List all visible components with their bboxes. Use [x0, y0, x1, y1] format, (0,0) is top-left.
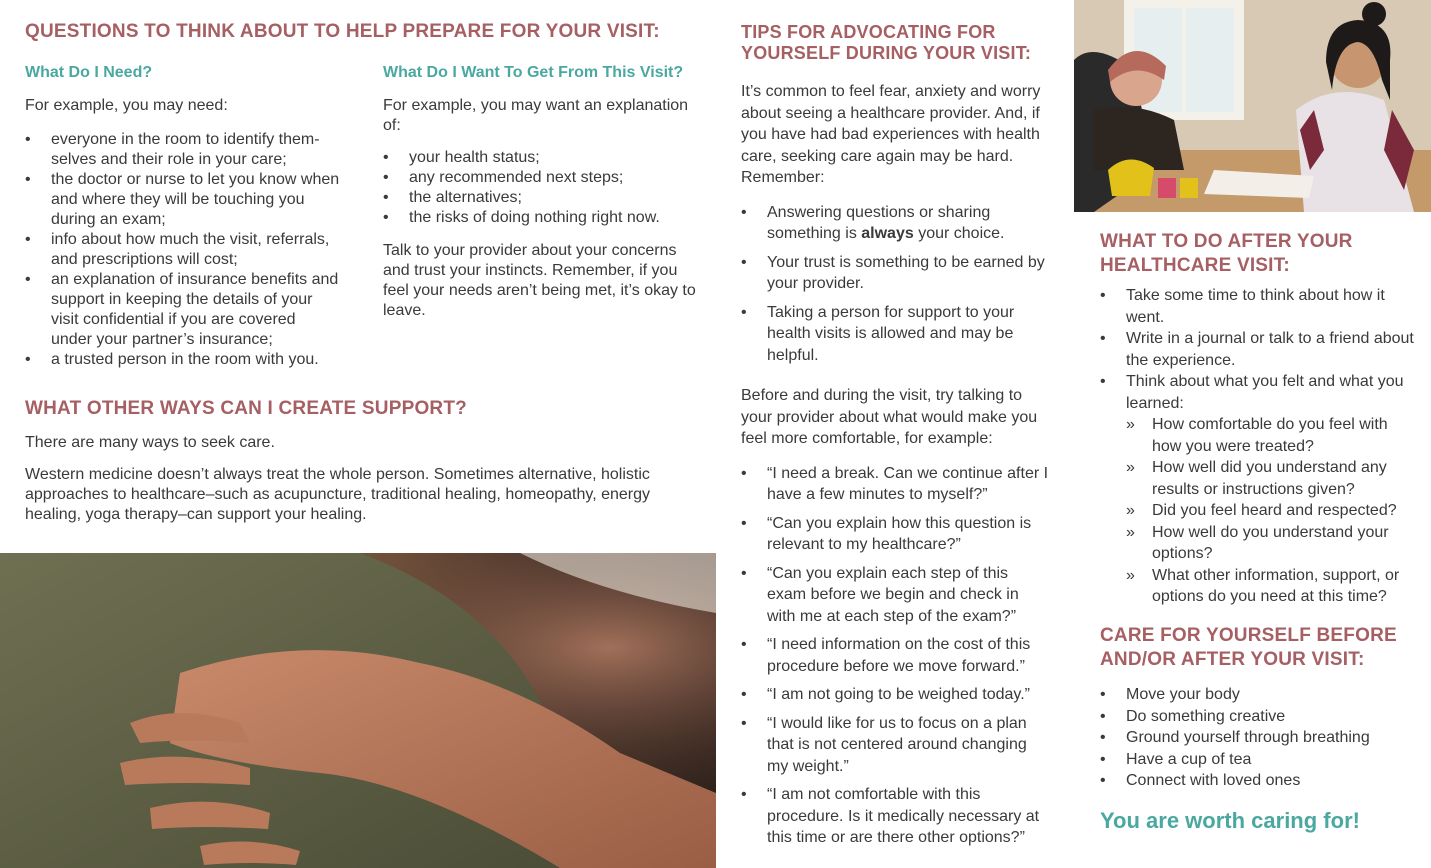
- want-intro: For example, you may want an explanation of:: [383, 97, 689, 134]
- remember-item-1-end: your choice.: [913, 225, 1005, 242]
- after-visit-list: [1100, 285, 1415, 414]
- before-visit-text: Before and during the visit, try talking to your provider about what would make you feel more comfortable, for example:: [741, 387, 1038, 447]
- list-item: • Move your body: [1100, 684, 1415, 706]
- list-item: » How well did you understand any results or instructions given?: [1126, 457, 1415, 500]
- conversation-photo: [1074, 0, 1431, 212]
- list-item: • “I am not comfortable with this procedure. Is it medically necessary at this time or are there other options?”: [741, 784, 1051, 849]
- list-item: • Take some time to think about how it went.: [1100, 285, 1415, 328]
- list-item: • “I need information on the cost of this procedure before we move forward.”: [741, 634, 1051, 677]
- list-item: » How well do you understand your options?: [1126, 522, 1415, 565]
- list-item: • the alternatives;: [383, 188, 698, 208]
- advocating-section: [741, 22, 1051, 856]
- prepare-heading: QUESTIONS TO THINK ABOUT TO HELP PREPARE FOR YOUR VISIT:: [25, 21, 660, 42]
- advocating-intro: It’s common to feel fear, anxiety and worry about seeing a healthcare provider. And, if you have had bad experiences with health care, seeking care again may be hard. Remember:: [741, 83, 1041, 186]
- list-item: • “Can you explain how this question is relevant to my healthcare?”: [741, 513, 1051, 556]
- list-item: • “I need a break. Can we continue after I have a few minutes to myself?”: [741, 463, 1051, 506]
- self-care-section: [1100, 624, 1415, 834]
- need-list: [25, 130, 340, 370]
- list-item: • any recommended next steps;: [383, 168, 698, 188]
- list-item: • the risks of doing nothing right now.: [383, 208, 698, 228]
- list-item: • Write in a journal or talk to a friend about the experience.: [1100, 328, 1415, 371]
- need-title: What Do I Need?: [25, 64, 153, 81]
- remember-list: [741, 202, 1051, 367]
- want-section: [383, 63, 698, 321]
- list-item: » What other information, support, or options do you need at this time?: [1126, 565, 1415, 608]
- list-item: • Your trust is something to be earned by your provider.: [741, 252, 1051, 295]
- support-heading: WHAT OTHER WAYS CAN I CREATE SUPPORT?: [25, 398, 467, 419]
- list-item: » Did you feel heard and respected?: [1126, 500, 1415, 522]
- need-intro: For example, you may need:: [25, 97, 228, 114]
- reflection-list: [1100, 414, 1415, 608]
- list-item: • “I would like for us to focus on a plan that is not centered around changing my weight.”: [741, 713, 1051, 778]
- list-item: » How comfortable do you feel with how you were treated?: [1126, 414, 1415, 457]
- remember-item-1-bold: always: [861, 225, 914, 242]
- want-closing: Talk to your provider about your concerns and trust your instincts. Remember, if you feel your needs aren’t being met, it’s okay to leave.: [383, 242, 696, 319]
- want-list: [383, 148, 698, 228]
- list-item: • “I am not going to be weighed today.”: [741, 684, 1051, 706]
- after-visit-section: [1100, 230, 1415, 608]
- self-care-list: [1100, 684, 1415, 792]
- self-care-heading: CARE FOR YOURSELF BEFORE AND/OR AFTER YOUR VISIT:: [1100, 625, 1397, 670]
- list-item: • everyone in the room to identify them-selves and their role in your care;: [25, 130, 340, 170]
- hand-on-shoulder-photo: [0, 553, 716, 868]
- remember-item-1-text: Answering questions or sharing something is: [767, 203, 991, 242]
- list-item: • info about how much the visit, referrals, and prescriptions will cost;: [25, 230, 340, 270]
- list-item: [741, 202, 1051, 245]
- list-item: • Taking a person for support to your health visits is allowed and may be helpful.: [741, 302, 1051, 367]
- advocating-heading: TIPS FOR ADVOCATING FOR YOURSELF DURING YOUR VISIT:: [741, 22, 1032, 63]
- list-item: • your health status;: [383, 148, 698, 168]
- photo-illustration: [1074, 0, 1431, 212]
- photo-illustration: [0, 553, 716, 868]
- support-p1: There are many ways to seek care.: [25, 434, 275, 451]
- list-item: • an explanation of insurance benefits and support in keeping the details of your visit confidential if you are covered under your partner’s insurance;: [25, 270, 340, 350]
- need-section: [25, 63, 340, 370]
- support-p2: Western medicine doesn’t always treat the whole person. Sometimes alternative, holistic approaches to healthcare–such as acupuncture, traditional healing, homeopathy, energy healing, yoga therapy–can support your healing.: [25, 466, 651, 523]
- list-item: • Connect with loved ones: [1100, 770, 1415, 792]
- list-item: • “Can you explain each step of this exam before we begin and check in with me at each step of the exam?”: [741, 563, 1051, 628]
- list-item: • Have a cup of tea: [1100, 749, 1415, 771]
- list-item: • the doctor or nurse to let you know when and where they will be touching you during an exam;: [25, 170, 340, 230]
- support-section: [25, 397, 705, 525]
- want-title: What Do I Want To Get From This Visit?: [383, 64, 684, 81]
- list-item: • Think about what you felt and what you learned:: [1100, 371, 1415, 414]
- tagline: You are worth caring for!: [1100, 807, 1360, 833]
- list-item: • Ground yourself through breathing: [1100, 727, 1415, 749]
- quotes-list: [741, 463, 1051, 849]
- list-item: • a trusted person in the room with you.: [25, 350, 340, 370]
- after-visit-heading: WHAT TO DO AFTER YOUR HEALTHCARE VISIT:: [1100, 231, 1353, 276]
- list-item: • Do something creative: [1100, 706, 1415, 728]
